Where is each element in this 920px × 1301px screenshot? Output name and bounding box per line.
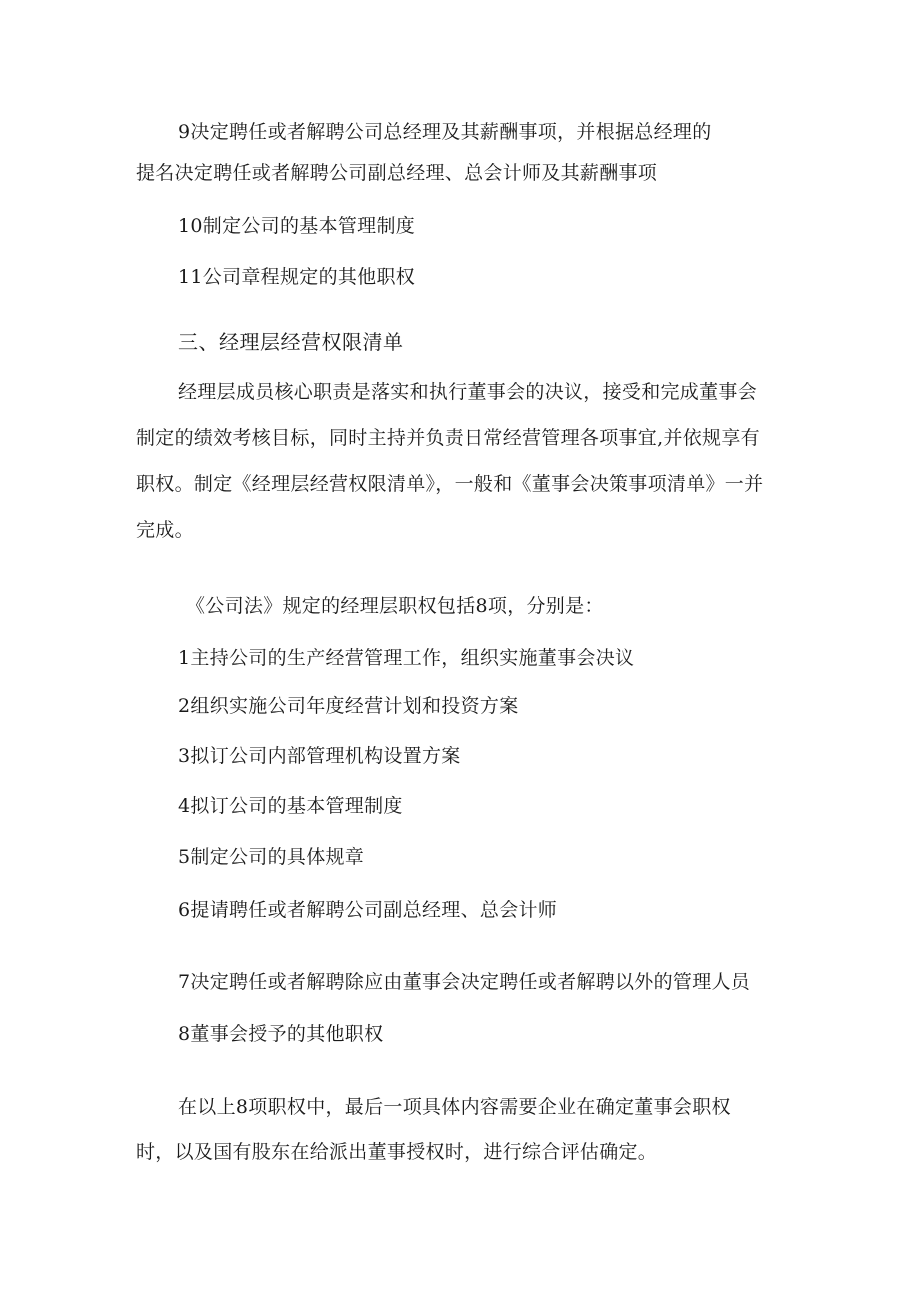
intro-line-2: 制定的绩效考核目标，同时主持并负责日常经营管理各项事宜,并依规享有	[136, 427, 760, 449]
intro-line-4: 完成。	[136, 519, 194, 541]
list-item: 4拟订公司的基本管理制度	[178, 795, 403, 817]
list-item: 7决定聘任或者解聘除应由董事会决定聘任或者解聘以外的管理人员	[178, 971, 751, 993]
board-item-11: 11公司章程规定的其他职权	[178, 266, 416, 288]
list-item: 3拟订公司内部管理机构设置方案	[178, 745, 461, 767]
board-item-9-line-1: 9决定聘任或者解聘公司总经理及其薪酬事项，并根据总经理的	[178, 121, 712, 143]
intro-line-3: 职权。制定《经理层经营权限清单》，一般和《董事会决策事项清单》一并	[136, 473, 764, 495]
list-item: 2组织实施公司年度经营计划和投资方案	[178, 695, 519, 717]
law-lead-paragraph: 《公司法》规定的经理层职权包括8项，分别是：	[186, 595, 604, 617]
board-item-10: 10制定公司的基本管理制度	[178, 215, 416, 237]
list-item: 8董事会授予的其他职权	[178, 1023, 384, 1045]
conclusion-line-2: 时，以及国有股东在给派出董事授权时，进行综合评估确定。	[136, 1141, 658, 1163]
list-item: 5制定公司的具体规章	[178, 846, 365, 868]
list-item: 6提请聘任或者解聘公司副总经理、总会计师	[178, 899, 558, 921]
conclusion-line-1: 在以上8项职权中，最后一项具体内容需要企业在确定董事会职权	[178, 1096, 731, 1118]
list-item: 1主持公司的生产经营管理工作，组织实施董事会决议	[178, 647, 635, 669]
board-item-9-line-2: 提名决定聘任或者解聘公司副总经理、总会计师及其薪酬事项	[136, 162, 658, 184]
intro-line-1: 经理层成员核心职责是落实和执行董事会的决议，接受和完成董事会	[178, 381, 758, 403]
section-heading: 三、经理层经营权限清单	[178, 330, 404, 354]
